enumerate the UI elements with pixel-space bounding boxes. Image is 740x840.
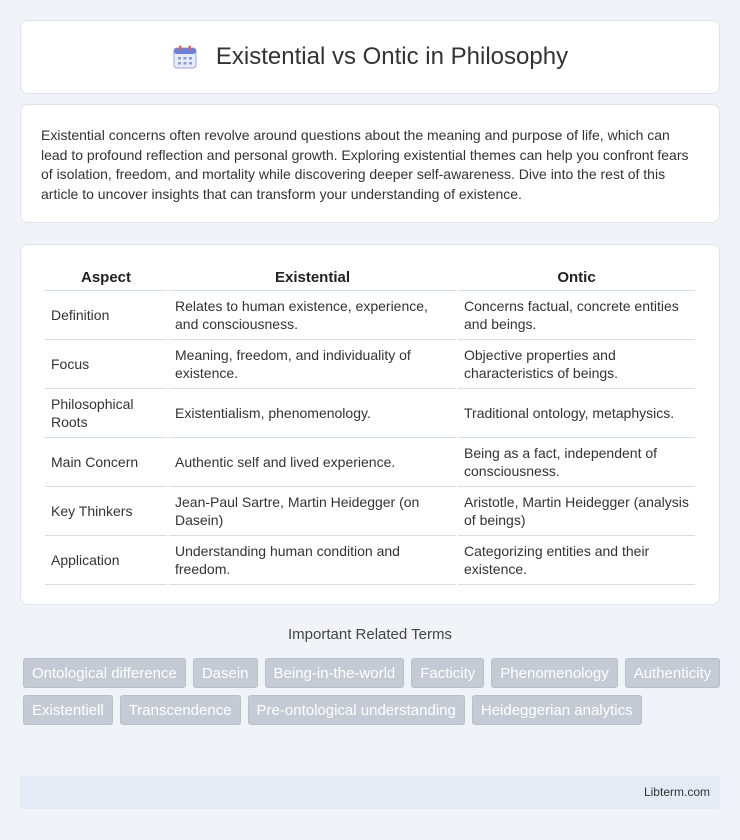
- footer: [20, 776, 720, 809]
- table-row: [45, 438, 695, 487]
- term-tag[interactable]: Pre-ontological understanding: [248, 695, 465, 725]
- term-tag[interactable]: Heideggerian analytics: [472, 695, 642, 725]
- row-ontic: Categorizing entities and their existence.: [458, 536, 695, 585]
- term-tag[interactable]: Being-in-the-world: [265, 658, 405, 688]
- row-aspect: Main Concern: [45, 438, 167, 487]
- row-existential: Jean-Paul Sartre, Martin Heidegger (on Dasein): [169, 487, 456, 536]
- row-aspect: Key Thinkers: [45, 487, 167, 536]
- table-row: [45, 389, 695, 438]
- page-title: Existential vs Ontic in Philosophy: [215, 43, 569, 70]
- related-terms-title: Important Related Terms: [288, 626, 452, 643]
- row-aspect: Philosophical Roots: [45, 389, 167, 438]
- intro-text: Existential concerns often revolve around questions about the meaning and purpose of life, which can lead to profound reflection and personal growth. Exploring existential themes can help you confront fears of isolation, freedom, and mortality while discovering deeper self-awareness. Dive into the rest of this article to uncover insights that can transform your understanding of existence.: [41, 127, 689, 202]
- row-aspect: Application: [45, 536, 167, 585]
- row-ontic: Being as a fact, independent of consciousness.: [458, 438, 695, 487]
- row-existential: Understanding human condition and freedom.: [169, 536, 456, 585]
- header-aspect: Aspect: [45, 267, 167, 291]
- row-existential: Existentialism, phenomenology.: [169, 389, 456, 438]
- comparison-table: [43, 267, 697, 585]
- row-ontic: Objective properties and characteristics of beings.: [458, 340, 695, 389]
- row-ontic: Aristotle, Martin Heidegger (analysis of beings): [458, 487, 695, 536]
- header-card: [20, 20, 720, 94]
- table-row: [45, 291, 695, 340]
- table-row: [45, 536, 695, 585]
- header-existential: Existential: [169, 267, 456, 291]
- table-row: [45, 487, 695, 536]
- comparison-table-card: [20, 244, 720, 605]
- row-existential: Meaning, freedom, and individuality of existence.: [169, 340, 456, 389]
- term-tag[interactable]: Ontological difference: [23, 658, 186, 688]
- table-header-row: [45, 267, 695, 291]
- header-ontic: Ontic: [458, 267, 695, 291]
- row-ontic: Concerns factual, concrete entities and beings.: [458, 291, 695, 340]
- footer-site-link[interactable]: Libterm.com: [643, 785, 710, 799]
- term-tag[interactable]: Authenticity: [625, 658, 721, 688]
- row-existential: Relates to human existence, experience, and consciousness.: [169, 291, 456, 340]
- term-tag[interactable]: Dasein: [193, 658, 258, 688]
- term-tag[interactable]: Existentiell: [23, 695, 113, 725]
- calendar-icon: [172, 44, 198, 70]
- term-tag[interactable]: Phenomenology: [491, 658, 617, 688]
- title-wrap: [172, 43, 568, 71]
- row-existential: Authentic self and lived experience.: [169, 438, 456, 487]
- intro-card: [20, 104, 720, 223]
- row-ontic: Traditional ontology, metaphysics.: [458, 389, 695, 438]
- term-tag[interactable]: Facticity: [411, 658, 484, 688]
- related-terms-list: [23, 658, 723, 725]
- term-tag[interactable]: Transcendence: [120, 695, 241, 725]
- row-aspect: Definition: [45, 291, 167, 340]
- row-aspect: Focus: [45, 340, 167, 389]
- table-row: [45, 340, 695, 389]
